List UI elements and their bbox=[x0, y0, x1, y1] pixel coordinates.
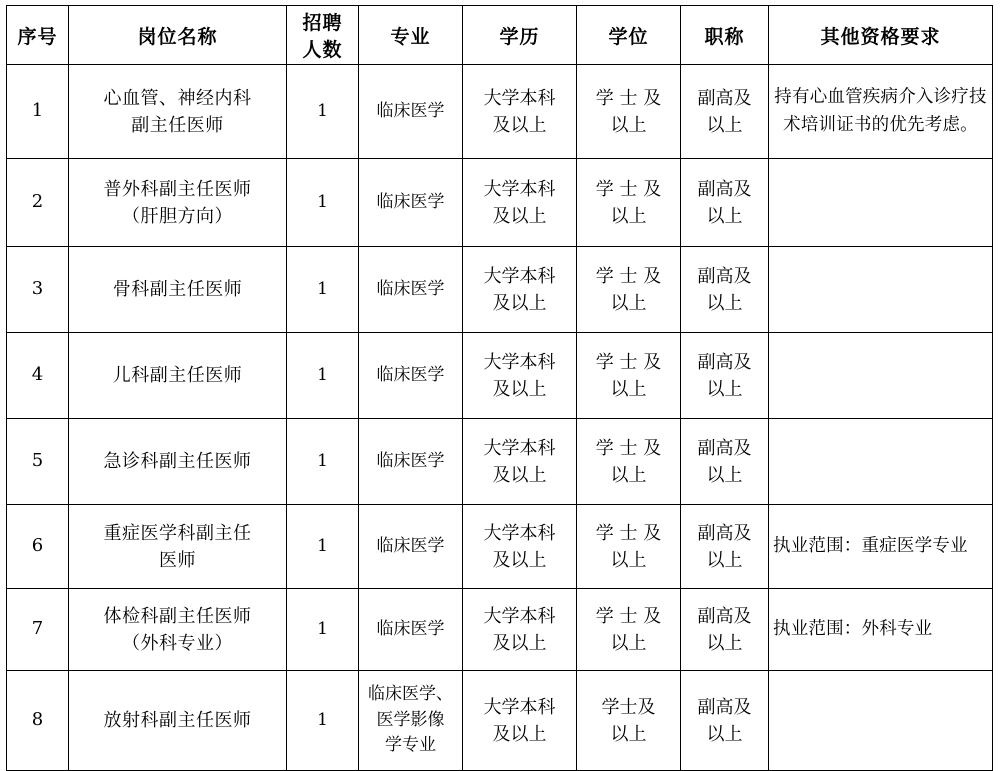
major-line-1: 临床医学 bbox=[376, 100, 445, 121]
cell-major bbox=[359, 65, 463, 159]
cell-other-requirements bbox=[769, 671, 993, 771]
header-education: 学历 bbox=[463, 6, 577, 65]
post-line-2: 医师 bbox=[159, 549, 196, 571]
cell-other-requirements: 执业范围：外科专业 bbox=[769, 589, 993, 671]
cell-education bbox=[463, 65, 577, 159]
degree-line-2: 以上 bbox=[610, 114, 647, 136]
title-line-2: 以上 bbox=[706, 549, 743, 571]
cell-major bbox=[359, 419, 463, 505]
cell-title bbox=[681, 65, 769, 159]
degree-line-2: 以上 bbox=[610, 723, 647, 745]
cell-other-requirements bbox=[769, 247, 993, 333]
major-line-1: 临床医学、 bbox=[368, 684, 453, 705]
edu-line-2: 及以上 bbox=[492, 292, 547, 314]
header-other-requirements: 其他资格要求 bbox=[769, 6, 993, 65]
cell-title bbox=[681, 505, 769, 589]
cell-index: 3 bbox=[7, 247, 69, 333]
cell-index: 4 bbox=[7, 333, 69, 419]
degree-line-2: 以上 bbox=[610, 378, 647, 400]
cell-count: 1 bbox=[287, 333, 359, 419]
cell-count: 1 bbox=[287, 419, 359, 505]
table-row bbox=[7, 333, 993, 419]
cell-title bbox=[681, 159, 769, 247]
degree-line-2: 以上 bbox=[610, 632, 647, 654]
header-index: 序号 bbox=[7, 6, 69, 65]
table-body bbox=[7, 65, 993, 771]
cell-degree bbox=[577, 247, 681, 333]
post-line-1: 普外科副主任医师 bbox=[103, 178, 252, 200]
degree-line-2: 以上 bbox=[610, 464, 647, 486]
title-line-2: 以上 bbox=[706, 723, 743, 745]
title-line-2: 以上 bbox=[706, 632, 743, 654]
degree-line-1: 学 士 及 bbox=[595, 265, 662, 287]
edu-line-1: 大学本科 bbox=[483, 351, 556, 373]
edu-line-1: 大学本科 bbox=[483, 437, 556, 459]
table-row bbox=[7, 419, 993, 505]
degree-line-1: 学士及 bbox=[601, 696, 656, 718]
cell-post-name bbox=[69, 671, 287, 771]
edu-line-2: 及以上 bbox=[492, 464, 547, 486]
title-line-1: 副高及 bbox=[697, 522, 752, 544]
post-line-1: 心血管、神经内科 bbox=[103, 87, 252, 109]
cell-degree bbox=[577, 589, 681, 671]
major-line-1: 临床医学 bbox=[376, 278, 445, 299]
post-line-2: （外科专业） bbox=[122, 632, 233, 654]
post-line-1: 放射科副主任医师 bbox=[103, 710, 252, 731]
table-header-row bbox=[7, 6, 993, 65]
edu-line-2: 及以上 bbox=[492, 378, 547, 400]
edu-line-1: 大学本科 bbox=[483, 696, 556, 718]
cell-index: 7 bbox=[7, 589, 69, 671]
title-line-1: 副高及 bbox=[697, 696, 752, 718]
cell-degree bbox=[577, 159, 681, 247]
cell-title bbox=[681, 419, 769, 505]
edu-line-1: 大学本科 bbox=[483, 605, 556, 627]
major-line-1: 临床医学 bbox=[376, 450, 445, 471]
cell-post-name bbox=[69, 333, 287, 419]
degree-line-1: 学 士 及 bbox=[595, 605, 662, 627]
cell-post-name bbox=[69, 589, 287, 671]
post-line-2: 副主任医师 bbox=[131, 114, 224, 136]
cell-degree bbox=[577, 671, 681, 771]
cell-index: 1 bbox=[7, 65, 69, 159]
major-line-1: 临床医学 bbox=[376, 535, 445, 556]
cell-major bbox=[359, 505, 463, 589]
header-hire-count bbox=[287, 6, 359, 65]
cell-major bbox=[359, 247, 463, 333]
major-line-1: 临床医学 bbox=[376, 618, 445, 639]
edu-line-2: 及以上 bbox=[492, 114, 547, 136]
header-hire-count-line1: 招聘 bbox=[302, 12, 343, 34]
cell-title bbox=[681, 333, 769, 419]
degree-line-1: 学 士 及 bbox=[595, 437, 662, 459]
cell-index: 6 bbox=[7, 505, 69, 589]
edu-line-1: 大学本科 bbox=[483, 265, 556, 287]
table-header bbox=[7, 6, 993, 65]
title-line-1: 副高及 bbox=[697, 265, 752, 287]
post-line-2: （肝胆方向） bbox=[122, 205, 233, 227]
cell-other-requirements bbox=[769, 419, 993, 505]
cell-other-requirements: 执业范围：重症医学专业 bbox=[769, 505, 993, 589]
header-hire-count-line2: 人数 bbox=[302, 39, 343, 61]
cell-post-name bbox=[69, 505, 287, 589]
post-line-1: 体检科副主任医师 bbox=[103, 605, 252, 627]
cell-count: 1 bbox=[287, 65, 359, 159]
table-row bbox=[7, 65, 993, 159]
cell-degree bbox=[577, 505, 681, 589]
degree-line-1: 学 士 及 bbox=[595, 522, 662, 544]
table-row bbox=[7, 505, 993, 589]
edu-line-1: 大学本科 bbox=[483, 178, 556, 200]
post-line-1: 骨科副主任医师 bbox=[112, 279, 243, 300]
degree-line-1: 学 士 及 bbox=[595, 351, 662, 373]
cell-post-name bbox=[69, 65, 287, 159]
cell-degree bbox=[577, 419, 681, 505]
degree-line-2: 以上 bbox=[610, 549, 647, 571]
major-line-3: 学专业 bbox=[385, 735, 436, 756]
post-line-1: 急诊科副主任医师 bbox=[103, 451, 252, 472]
title-line-2: 以上 bbox=[706, 205, 743, 227]
title-line-2: 以上 bbox=[706, 464, 743, 486]
cell-other-requirements bbox=[769, 159, 993, 247]
recruitment-table bbox=[6, 5, 993, 771]
header-degree: 学位 bbox=[577, 6, 681, 65]
degree-line-2: 以上 bbox=[610, 292, 647, 314]
cell-major bbox=[359, 159, 463, 247]
edu-line-2: 及以上 bbox=[492, 205, 547, 227]
document-page bbox=[0, 5, 1000, 770]
cell-count: 1 bbox=[287, 671, 359, 771]
cell-major bbox=[359, 333, 463, 419]
cell-education bbox=[463, 159, 577, 247]
cell-index: 5 bbox=[7, 419, 69, 505]
cell-post-name bbox=[69, 247, 287, 333]
cell-index: 2 bbox=[7, 159, 69, 247]
edu-line-2: 及以上 bbox=[492, 549, 547, 571]
major-line-1: 临床医学 bbox=[376, 364, 445, 385]
cell-education bbox=[463, 333, 577, 419]
cell-education bbox=[463, 419, 577, 505]
major-line-1: 临床医学 bbox=[376, 191, 445, 212]
cell-post-name bbox=[69, 419, 287, 505]
title-line-1: 副高及 bbox=[697, 178, 752, 200]
cell-count: 1 bbox=[287, 247, 359, 333]
table-row bbox=[7, 159, 993, 247]
cell-education bbox=[463, 671, 577, 771]
cell-index: 8 bbox=[7, 671, 69, 771]
degree-line-1: 学 士 及 bbox=[595, 178, 662, 200]
edu-line-2: 及以上 bbox=[492, 723, 547, 745]
title-line-1: 副高及 bbox=[697, 351, 752, 373]
post-line-1: 重症医学科副主任 bbox=[103, 522, 252, 544]
cell-count: 1 bbox=[287, 505, 359, 589]
cell-education bbox=[463, 589, 577, 671]
cell-education bbox=[463, 505, 577, 589]
title-line-1: 副高及 bbox=[697, 87, 752, 109]
title-line-1: 副高及 bbox=[697, 437, 752, 459]
table-row bbox=[7, 247, 993, 333]
cell-degree bbox=[577, 333, 681, 419]
cell-title bbox=[681, 247, 769, 333]
post-line-1: 儿科副主任医师 bbox=[112, 365, 243, 386]
cell-major bbox=[359, 671, 463, 771]
cell-major bbox=[359, 589, 463, 671]
table-row bbox=[7, 589, 993, 671]
edu-line-2: 及以上 bbox=[492, 632, 547, 654]
title-line-2: 以上 bbox=[706, 114, 743, 136]
degree-line-2: 以上 bbox=[610, 205, 647, 227]
cell-education bbox=[463, 247, 577, 333]
edu-line-1: 大学本科 bbox=[483, 522, 556, 544]
cell-title bbox=[681, 589, 769, 671]
header-major: 专业 bbox=[359, 6, 463, 65]
edu-line-1: 大学本科 bbox=[483, 87, 556, 109]
degree-line-1: 学 士 及 bbox=[595, 87, 662, 109]
cell-degree bbox=[577, 65, 681, 159]
cell-other-requirements: 持有心血管疾病介入诊疗技术培训证书的优先考虑。 bbox=[769, 65, 993, 159]
cell-count: 1 bbox=[287, 589, 359, 671]
title-line-1: 副高及 bbox=[697, 605, 752, 627]
title-line-2: 以上 bbox=[706, 378, 743, 400]
title-line-2: 以上 bbox=[706, 292, 743, 314]
cell-count: 1 bbox=[287, 159, 359, 247]
cell-other-requirements bbox=[769, 333, 993, 419]
major-line-2: 医学影像 bbox=[376, 709, 445, 730]
header-post-name: 岗位名称 bbox=[69, 6, 287, 65]
cell-post-name bbox=[69, 159, 287, 247]
header-title: 职称 bbox=[681, 6, 769, 65]
cell-title bbox=[681, 671, 769, 771]
table-row bbox=[7, 671, 993, 771]
